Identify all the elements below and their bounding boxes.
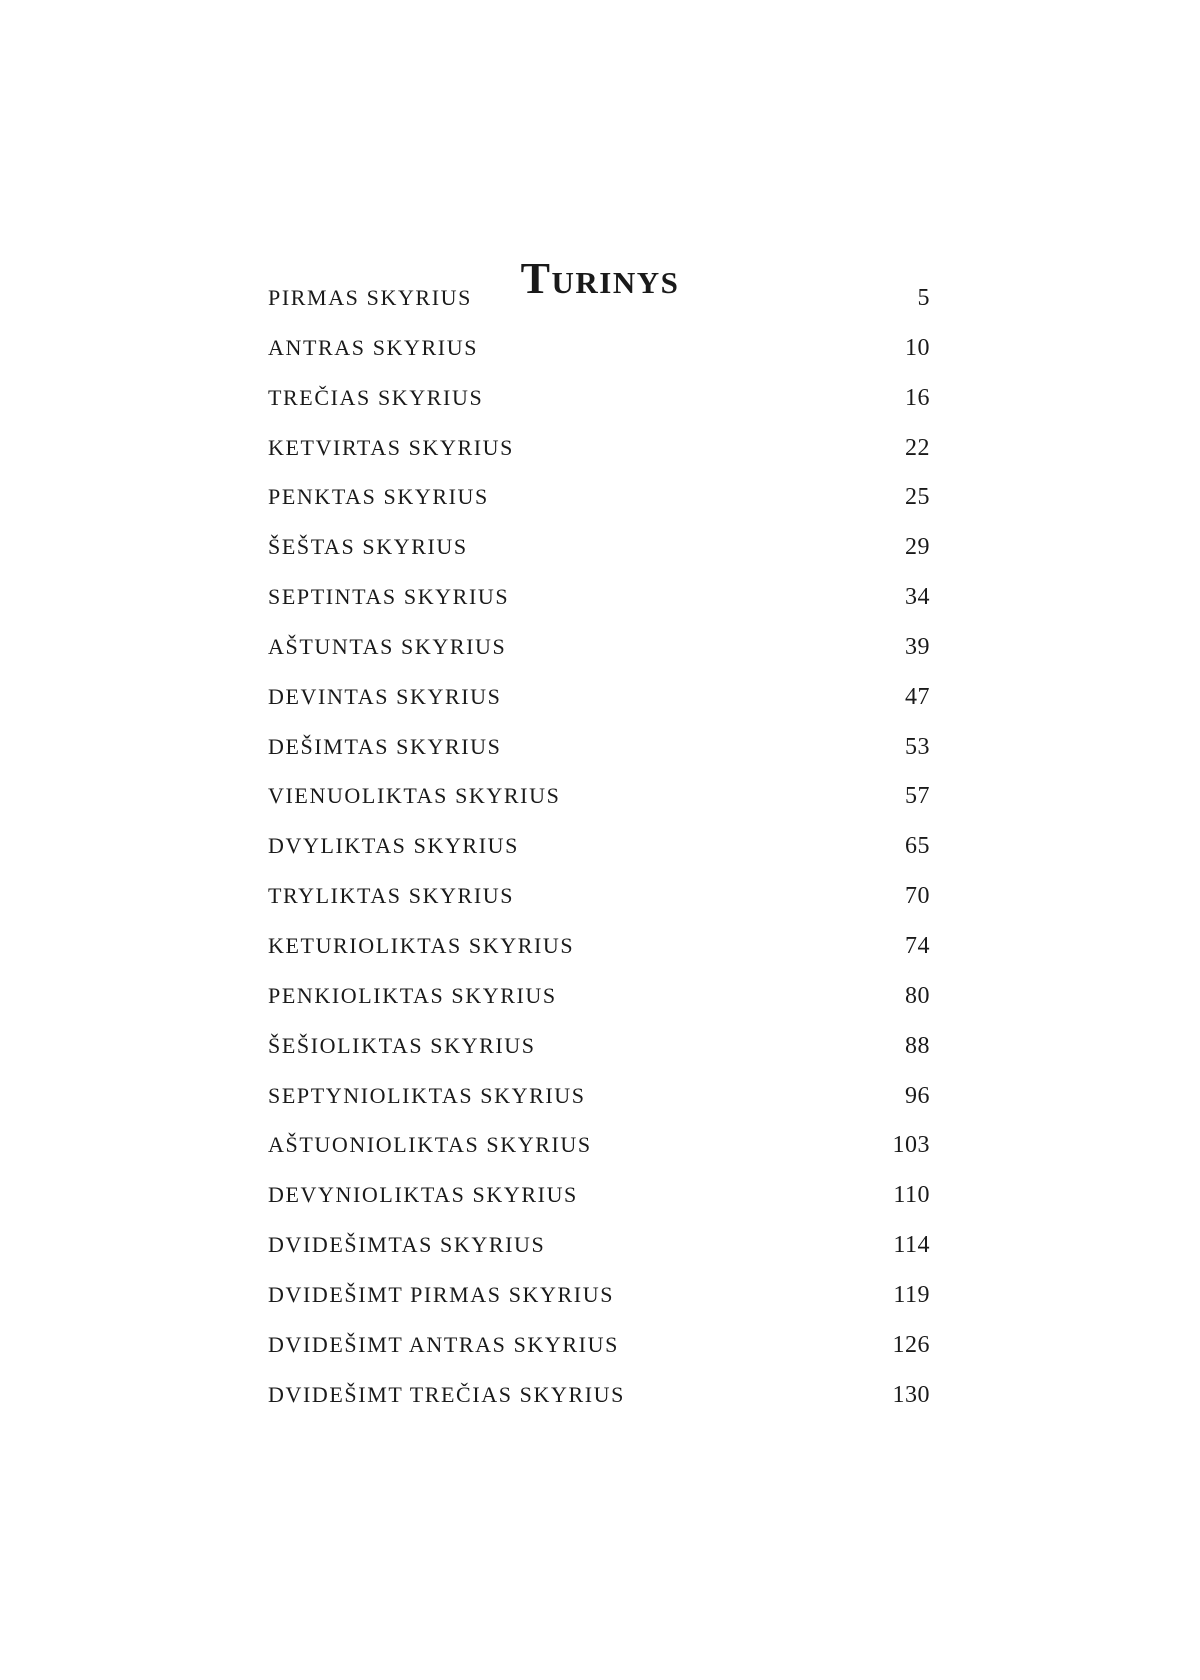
toc-entry [268,1381,930,1431]
toc-entry [268,334,930,384]
toc-entry-label: DVIDEŠIMT PIRMAS SKYRIUS [268,1281,615,1307]
toc-entry-page-number: 88 [905,1032,930,1059]
toc-entry [268,1131,930,1181]
toc-entry [268,683,930,733]
toc-entry-page-number: 57 [905,783,930,810]
toc-entry-label: ŠEŠTAS SKYRIUS [268,534,468,560]
toc-entry-label: DVIDEŠIMT ANTRAS SKYRIUS [268,1331,619,1357]
toc-entry [268,1082,930,1132]
toc-entry [268,384,930,434]
toc-entry-label: KETVIRTAS SKYRIUS [268,434,514,460]
toc-entry [268,1231,930,1281]
toc-entry-label: DEVINTAS SKYRIUS [268,683,502,709]
toc-entry [268,1331,930,1381]
toc-entry-page-number: 96 [905,1082,930,1109]
toc-entry [268,982,930,1032]
toc-entry [268,782,930,832]
toc-entry-label: DEVYNIOLIKTAS SKYRIUS [268,1182,578,1208]
toc-entry-label: DVYLIKTAS SKYRIUS [268,833,519,859]
toc-entry [268,633,930,683]
toc-entry [268,533,930,583]
toc-entry-page-number: 5 [917,285,930,311]
toc-entry-label: KETURIOLIKTAS SKYRIUS [268,932,575,958]
toc-entry-label: TRYLIKTAS SKYRIUS [268,883,515,909]
toc-entry [268,434,930,484]
toc-entry [268,733,930,783]
toc-entry-page-number: 103 [892,1132,930,1159]
toc-entry [268,483,930,533]
toc-entry [268,1281,930,1331]
toc-entry [268,832,930,882]
table-of-contents [268,284,930,1430]
toc-entry [268,1181,930,1231]
toc-entry-label: AŠTUNTAS SKYRIUS [268,633,507,659]
toc-entry-page-number: 47 [905,683,930,710]
toc-entry-page-number: 130 [892,1381,930,1408]
toc-entry [268,1032,930,1082]
toc-entry-page-number: 25 [905,484,930,511]
toc-entry [268,583,930,633]
toc-entry-page-number: 74 [905,932,930,959]
toc-entry-label: SEPTYNIOLIKTAS SKYRIUS [268,1082,586,1108]
toc-entry-label: AŠTUONIOLIKTAS SKYRIUS [268,1132,592,1158]
toc-entry-page-number: 80 [905,982,930,1009]
toc-entry-page-number: 70 [905,883,930,910]
toc-entry [268,932,930,982]
toc-entry-label: ŠEŠIOLIKTAS SKYRIUS [268,1032,536,1058]
toc-entry-label: PENKTAS SKYRIUS [268,484,489,510]
toc-entry-label: VIENUOLIKTAS SKYRIUS [268,783,561,809]
page-title: Turinys [520,254,680,304]
toc-entry-label: PIRMAS SKYRIUS [268,285,472,310]
toc-entry-page-number: 39 [905,633,930,660]
toc-entry-page-number: 29 [905,534,930,561]
toc-entry-page-number: 126 [892,1331,930,1358]
toc-entry [268,284,930,334]
toc-entry-label: TREČIAS SKYRIUS [268,384,484,410]
toc-entry-page-number: 53 [905,733,930,760]
toc-entry-label: ANTRAS SKYRIUS [268,334,479,360]
toc-entry-page-number: 16 [905,384,930,411]
toc-entry [268,882,930,932]
toc-entry-page-number: 10 [905,334,930,361]
toc-entry-page-number: 34 [905,584,930,611]
toc-entry-page-number: 114 [893,1232,930,1259]
toc-entry-label: PENKIOLIKTAS SKYRIUS [268,982,557,1008]
toc-entry-label: DVIDEŠIMTAS SKYRIUS [268,1232,546,1258]
toc-entry-page-number: 110 [893,1182,930,1209]
toc-entry-page-number: 119 [893,1281,930,1308]
toc-entry-label: DEŠIMTAS SKYRIUS [268,733,502,759]
toc-entry-label: DVIDEŠIMT TREČIAS SKYRIUS [268,1381,626,1407]
toc-entry-label: SEPTINTAS SKYRIUS [268,584,510,610]
toc-entry-page-number: 65 [905,833,930,860]
toc-entry-page-number: 22 [905,434,930,461]
